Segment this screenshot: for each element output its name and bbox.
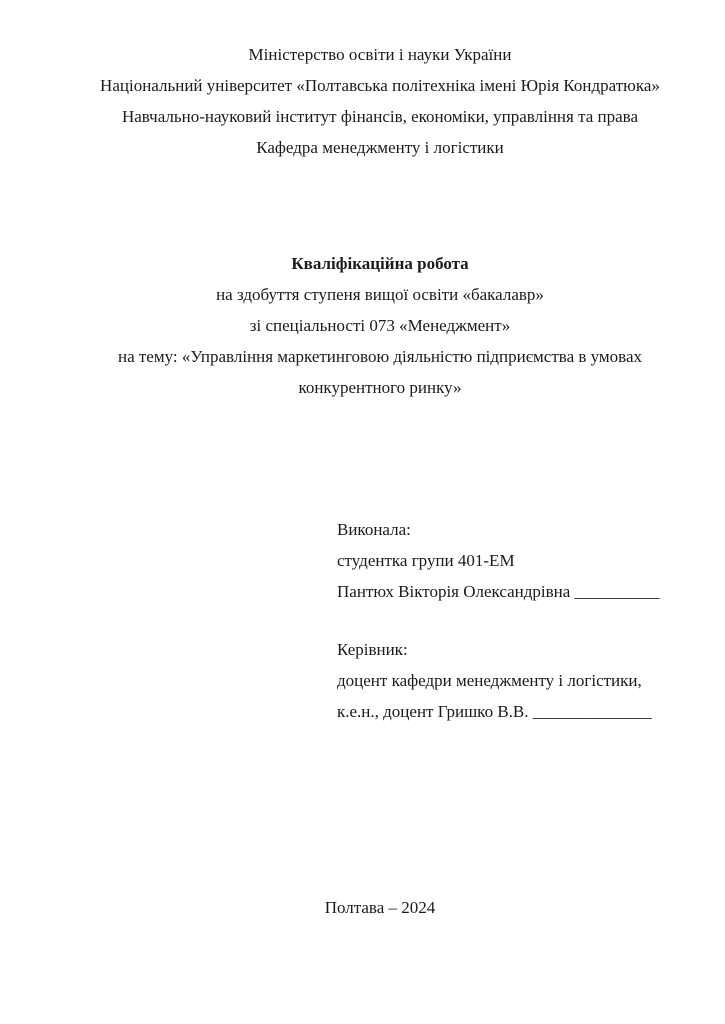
university-line: Національний університет «Полтавська політехніка імені Юрія Кондратюка» xyxy=(100,76,660,95)
city-year: Полтава – 2024 xyxy=(324,898,436,917)
supervisor-block xyxy=(337,634,652,727)
ministry-line: Міністерство освіти і науки України xyxy=(248,45,512,64)
thesis-title-block xyxy=(72,248,688,403)
topic-line-1: на тему: «Управління маркетинговою діяльністю підприємства в умовах xyxy=(117,347,643,366)
specialty-line: зі спеціальності 073 «Менеджмент» xyxy=(249,316,511,335)
degree-line: на здобуття ступеня вищої освіти «бакалавр» xyxy=(216,285,544,304)
author-role-label: Виконала: xyxy=(337,520,411,539)
supervisor-position-line: доцент кафедри менеджменту і логістики, xyxy=(337,671,642,690)
supervisor-role-label: Керівник: xyxy=(337,640,408,659)
department-line: Кафедра менеджменту і логістики xyxy=(256,138,504,157)
thesis-title: Кваліфікаційна робота xyxy=(291,254,469,273)
topic-line-2: конкурентного ринку» xyxy=(298,378,462,397)
institute-line: Навчально-науковий інститут фінансів, економіки, управління та права xyxy=(121,107,639,126)
author-block xyxy=(337,514,660,607)
author-group-line: студентка групи 401-ЕМ xyxy=(337,551,515,570)
university-header xyxy=(72,39,688,163)
author-name-signature: Пантюх Вікторія Олександрівна __________ xyxy=(337,582,660,601)
city-year-footer xyxy=(72,892,688,923)
supervisor-name-signature: к.е.н., доцент Гришко В.В. ______________ xyxy=(337,702,652,721)
